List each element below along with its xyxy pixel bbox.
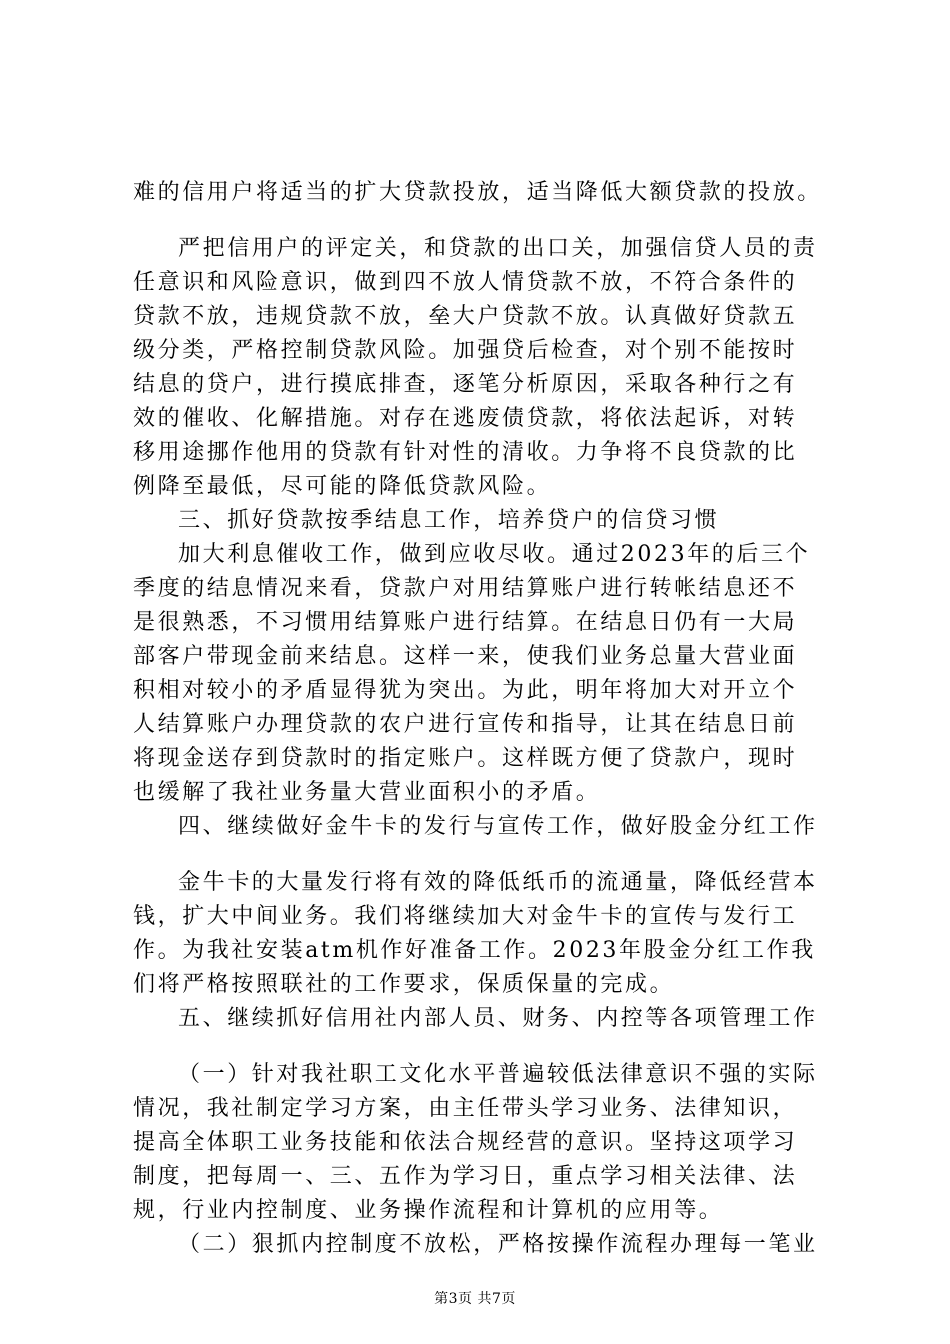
text-line: 贷款不放，违规贷款不放，垒大户贷款不放。认真做好贷款五 xyxy=(133,304,798,329)
text-line: 作。为我社安装atm机作好准备工作。2023年股金分红工作我 xyxy=(133,938,816,963)
text-line: 加大利息催收工作，做到应收尽收。通过2023年的后三个 xyxy=(178,542,811,567)
text-line: 级分类，严格控制贷款风险。加强贷后检查，对个别不能按时 xyxy=(133,338,798,363)
text-line: 任意识和风险意识，做到四不放人情贷款不放，不符合条件的 xyxy=(133,270,798,295)
text-line: 部客户带现金前来结息。这样一来，使我们业务总量大营业面 xyxy=(133,644,798,669)
text-line: 人结算账户办理贷款的农户进行宣传和指导，让其在结息日前 xyxy=(133,712,798,737)
text-line: 例降至最低，尽可能的降低贷款风险。 xyxy=(133,474,552,499)
text-line: 规，行业内控制度、业务操作流程和计算机的应用等。 xyxy=(133,1198,724,1223)
text-line: 季度的结息情况来看，贷款户对用结算账户进行转帐结息还不 xyxy=(133,576,798,601)
text-line: 金牛卡的大量发行将有效的降低纸币的流通量，降低经营本 xyxy=(178,870,818,895)
text-line: 也缓解了我社业务量大营业面积小的矛盾。 xyxy=(133,780,601,805)
section-heading: 三、抓好贷款按季结息工作，培养贷户的信贷习惯 xyxy=(178,508,720,533)
text-line: （一）针对我社职工文化水平普遍较低法律意识不强的实际 xyxy=(178,1062,818,1087)
text-line: 移用途挪作他用的贷款有针对性的清收。力争将不良贷款的比 xyxy=(133,440,798,465)
text-line: 提高全体职工业务技能和依法合规经营的意识。坚持这项学习 xyxy=(133,1130,798,1155)
text-line: 将现金送存到贷款时的指定账户。这样既方便了贷款户，现时 xyxy=(133,746,798,771)
text-line: 钱，扩大中间业务。我们将继续加大对金牛卡的宣传与发行工 xyxy=(133,904,798,929)
section-heading: 四、继续做好金牛卡的发行与宣传工作，做好股金分红工作 xyxy=(178,814,818,839)
text-line: 结息的贷户，进行摸底排查，逐笔分析原因，采取各种行之有 xyxy=(133,372,798,397)
section-heading: 五、继续抓好信用社内部人员、财务、内控等各项管理工作 xyxy=(178,1006,818,1031)
page-number-footer: 第3页 共7页 xyxy=(434,1291,516,1307)
text-line: 是很熟悉，不习惯用结算账户进行结算。在结息日仍有一大局 xyxy=(133,610,798,635)
text-line: 难的信用户将适当的扩大贷款投放，适当降低大额贷款的投放。 xyxy=(133,180,822,205)
text-line: 情况，我社制定学习方案，由主任带头学习业务、法律知识， xyxy=(133,1096,798,1121)
text-line: 积相对较小的矛盾显得犹为突出。为此，明年将加大对开立个 xyxy=(133,678,798,703)
text-line: 效的催收、化解措施。对存在逃废债贷款，将依法起诉，对转 xyxy=(133,406,798,431)
text-line: （二）狠抓内控制度不放松，严格按操作流程办理每一笔业 xyxy=(178,1232,818,1257)
text-line: 严把信用户的评定关，和贷款的出口关，加强信贷人员的责 xyxy=(178,236,818,261)
text-line: 制度，把每周一、三、五作为学习日，重点学习相关法律、法 xyxy=(133,1164,798,1189)
text-line: 们将严格按照联社的工作要求，保质保量的完成。 xyxy=(133,972,675,997)
